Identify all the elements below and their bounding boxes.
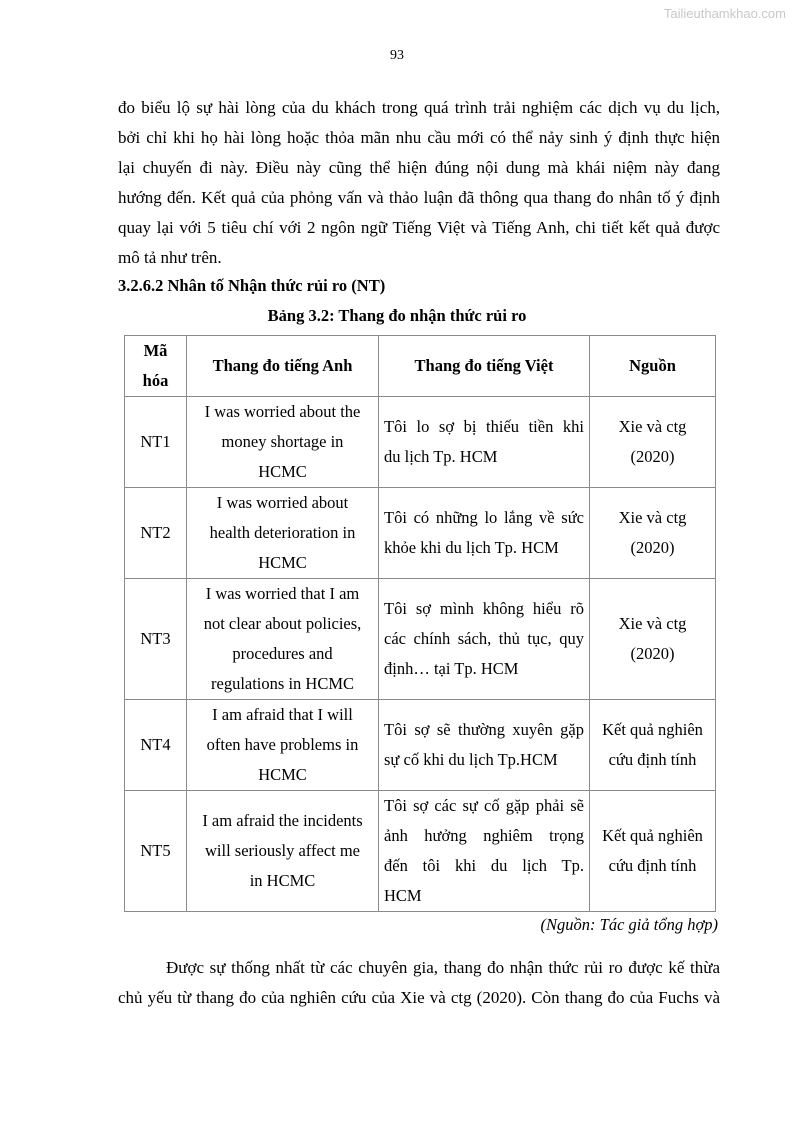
table-row — [125, 488, 716, 579]
paragraph-intro — [118, 93, 720, 273]
cell-vietnamese — [379, 700, 590, 791]
header-vietnamese: Thang đo tiếng Việt — [379, 336, 590, 397]
header-english: Thang đo tiếng Anh — [187, 336, 379, 397]
watermark: Tailieuthamkhao.com — [663, 6, 786, 21]
cell-line: I was worried about the — [204, 402, 361, 421]
section-heading: 3.2.6.2 Nhân tố Nhận thức rủi ro (NT) — [118, 276, 386, 295]
cell-line: HCMC — [258, 553, 307, 572]
cell-line: Kết quả nghiên — [602, 826, 703, 845]
cell-line: các chính sách, thủ tục, quy — [384, 629, 584, 648]
text-line: đo biểu lộ sự hài lòng của du khách trong quá trình trải nghiệm các dịch vụ du lịch, — [118, 98, 720, 117]
cell-source — [590, 700, 716, 791]
cell-line: định… tại Tp. HCM — [384, 659, 519, 678]
cell-code: NT1 — [125, 397, 187, 488]
cell-line: HCMC — [258, 462, 307, 481]
cell-english — [187, 700, 379, 791]
cell-line: Tôi sợ mình không hiểu rõ — [384, 599, 584, 618]
cell-line: Tôi lo sợ bị thiếu tiền khi — [384, 417, 584, 436]
cell-vietnamese — [379, 579, 590, 700]
cell-source — [590, 791, 716, 912]
cell-line: I was worried that I am — [205, 584, 360, 603]
header-code — [125, 336, 187, 397]
cell-vietnamese — [379, 397, 590, 488]
cell-line: cứu định tính — [608, 856, 697, 875]
cell-line: du lịch Tp. HCM — [384, 447, 498, 466]
cell-line: Kết quả nghiên — [602, 720, 703, 739]
cell-line: money shortage in — [221, 432, 344, 451]
table-source-note: (Nguồn: Tác giả tổng hợp) — [540, 915, 718, 934]
cell-line: ảnh hưởng nghiêm trọng — [384, 826, 584, 845]
cell-line: sự cố khi du lịch Tp.HCM — [384, 750, 558, 769]
cell-line: I was worried about — [216, 493, 349, 512]
cell-line: cứu định tính — [608, 750, 697, 769]
cell-line: Xie và ctg — [618, 417, 687, 436]
table-header-row — [125, 336, 716, 397]
header-source: Nguồn — [590, 336, 716, 397]
cell-line: HCMC — [258, 765, 307, 784]
cell-line: đến tôi khi du lịch Tp. — [384, 856, 584, 875]
page-number: 93 — [390, 48, 404, 63]
cell-line: in HCMC — [249, 871, 316, 890]
cell-source — [590, 397, 716, 488]
cell-english — [187, 791, 379, 912]
cell-code: NT3 — [125, 579, 187, 700]
cell-source — [590, 488, 716, 579]
cell-line: (2020) — [630, 538, 675, 557]
text-line: mô tả như trên. — [118, 248, 222, 267]
cell-english — [187, 488, 379, 579]
text-line: hướng đến. Kết quả của phỏng vấn và thảo luận đã thông qua thang đo nhân tố ý định — [118, 188, 720, 207]
text-line: Được sự thống nhất từ các chuyên gia, thang đo nhận thức rủi ro được kế thừa — [166, 958, 720, 977]
cell-line: Tôi sợ các sự cố gặp phải sẽ — [384, 796, 584, 815]
text-line: chủ yếu từ thang đo của nghiên cứu của Xie và ctg (2020). Còn thang đo của Fuchs và — [118, 988, 720, 1007]
text-line: lại chuyến đi này. Điều này cũng thể hiện đúng nội dung mà khái niệm này đang — [118, 158, 720, 177]
cell-line: will seriously affect me — [204, 841, 361, 860]
cell-english — [187, 397, 379, 488]
header-code-line: hóa — [142, 371, 169, 390]
table-row — [125, 397, 716, 488]
cell-line: HCM — [384, 886, 422, 905]
cell-code: NT5 — [125, 791, 187, 912]
cell-line: I am afraid that I will — [212, 705, 353, 724]
cell-line: often have problems in — [206, 735, 359, 754]
cell-code: NT4 — [125, 700, 187, 791]
header-code-line: Mã — [143, 341, 168, 360]
cell-line: I am afraid the incidents — [202, 811, 363, 830]
cell-line: Xie và ctg — [618, 614, 687, 633]
cell-line: khỏe khi du lịch Tp. HCM — [384, 538, 559, 557]
cell-line: health deterioration in — [209, 523, 356, 542]
text-line: bởi chỉ khi họ hài lòng hoặc thỏa mãn nhu cầu mới có thể nảy sinh ý định thực hiện — [118, 128, 720, 147]
table-row — [125, 579, 716, 700]
cell-code: NT2 — [125, 488, 187, 579]
cell-line: (2020) — [630, 644, 675, 663]
cell-source — [590, 579, 716, 700]
cell-line: regulations in HCMC — [211, 674, 354, 693]
cell-vietnamese — [379, 488, 590, 579]
paragraph-conclusion — [118, 953, 720, 1013]
cell-line: Xie và ctg — [618, 508, 687, 527]
cell-line: Tôi có những lo lắng về sức — [384, 508, 584, 527]
table-row — [125, 700, 716, 791]
cell-vietnamese — [379, 791, 590, 912]
cell-line: not clear about policies, — [203, 614, 362, 633]
text-line: quay lại với 5 tiêu chí với 2 ngôn ngữ Tiếng Việt và Tiếng Anh, chi tiết kết quả được — [118, 218, 720, 237]
cell-line: (2020) — [630, 447, 675, 466]
cell-line: procedures and — [232, 644, 333, 663]
table-caption: Bảng 3.2: Thang đo nhận thức rủi ro — [267, 306, 527, 325]
table-row — [125, 791, 716, 912]
cell-line: Tôi sợ sẽ thường xuyên gặp — [384, 720, 584, 739]
cell-english — [187, 579, 379, 700]
risk-perception-scale-table — [124, 335, 716, 912]
